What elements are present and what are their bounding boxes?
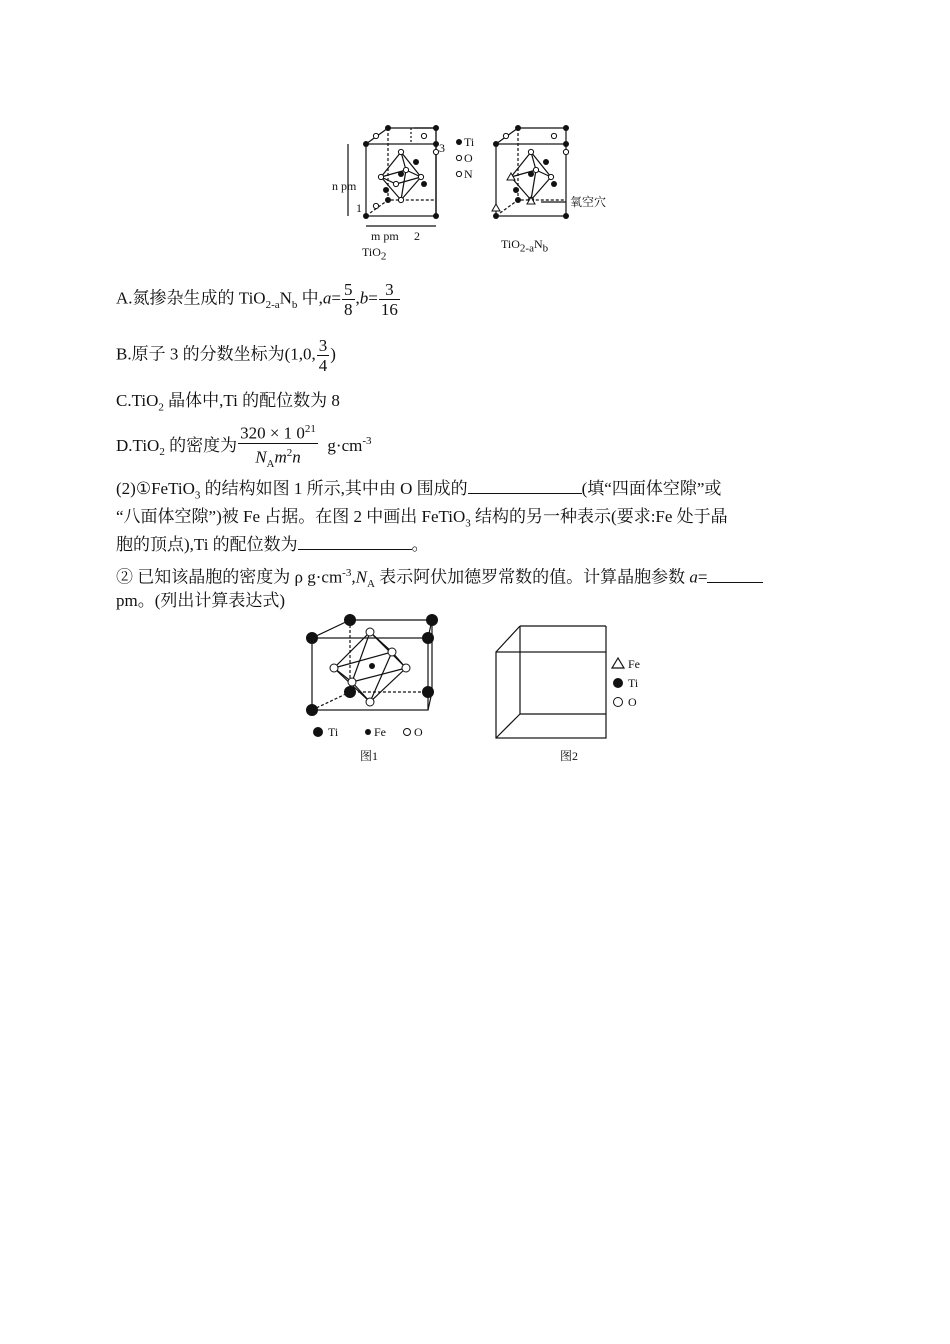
atom-label-3: 3: [439, 141, 445, 155]
fig1-caption: 图1: [360, 749, 379, 763]
fig1-legend-fe: Fe: [374, 725, 386, 739]
atom-label-1: 1: [356, 201, 362, 215]
option-d: D.TiO$_2$ 的密度为 $\frac{320 \times 1 0^{21}}{N_Am^2n}$ $g\cdot cm^{-3}$: [116, 420, 372, 474]
q2-line1: (2)①FeTiO$_3$ 的结构如图 1 所示,其中由 O 围成的 (填“四面体空隙”或: [116, 479, 722, 502]
fig2-legend-ti: Ti: [628, 676, 639, 690]
fraction-density: $\frac{320 \times 1 0^{21}}{N_Am^2n}$: [238, 420, 318, 474]
caption-tio2-anb: $TiO_{2-a}N_b$: [501, 237, 549, 255]
vacancy-label: 氧空穴: [570, 195, 607, 209]
option-b: B.原子 3 的分数坐标为(1,0, $\frac{3}{4}$ ): [116, 336, 336, 375]
caption-tio2: TiO$_2$: [362, 245, 387, 263]
q2-line4: ② 已知该晶胞的密度为 ρ $g\cdot cm^{-3},N_A$ 表示阿伏加德罗常数的值。计算晶胞参数 a=: [116, 562, 763, 595]
q2-line5: pm。(列出计算表达式): [116, 591, 286, 610]
q2-line2: “八面体空隙”)被 Fe 占据。在图 2 中画出 FeTiO$_3$ 结构的另一种表示(要求:Fe 处于晶: [116, 507, 728, 530]
fraction-coord: $\frac{3}{4}$: [318, 336, 328, 375]
answer-blank-1[interactable]: [468, 478, 582, 494]
figure-1-fetio3: [296, 612, 446, 772]
answer-blank-2[interactable]: [298, 534, 412, 550]
fig1-legend-o: O: [414, 725, 423, 739]
legend-ti-label: Ti: [464, 135, 475, 149]
answer-blank-3[interactable]: [707, 567, 763, 583]
q2-line3: 胞的顶点),Ti 的配位数为 。: [116, 535, 429, 554]
fraction-b: $\frac{3}{16}$: [380, 280, 398, 319]
fig2-legend-fe: Fe: [628, 657, 640, 671]
fig2-legend-o: O: [628, 695, 637, 709]
option-a: A.氮掺杂生成的 $TiO_{2-a}N_b$ 中,a= $\frac{5}{8}$ ,b= $\frac{3}{16}$: [116, 280, 398, 319]
legend-n-label: N: [464, 167, 473, 181]
figure-2-empty-cell: [486, 618, 656, 772]
figure-tio2-cells: [326, 122, 626, 262]
fraction-a: $\frac{5}{8}$: [344, 280, 353, 319]
atom-label-2: 2: [414, 229, 420, 243]
fig2-caption: 图2: [560, 749, 579, 763]
option-c: C.TiO$_2$ 晶体中,Ti 的配位数为 8: [116, 391, 340, 414]
fig1-legend-ti: Ti: [328, 725, 339, 739]
label-m-pm: m pm: [371, 229, 399, 243]
legend-o-label: O: [464, 151, 473, 165]
label-n-pm: n pm: [332, 179, 357, 193]
